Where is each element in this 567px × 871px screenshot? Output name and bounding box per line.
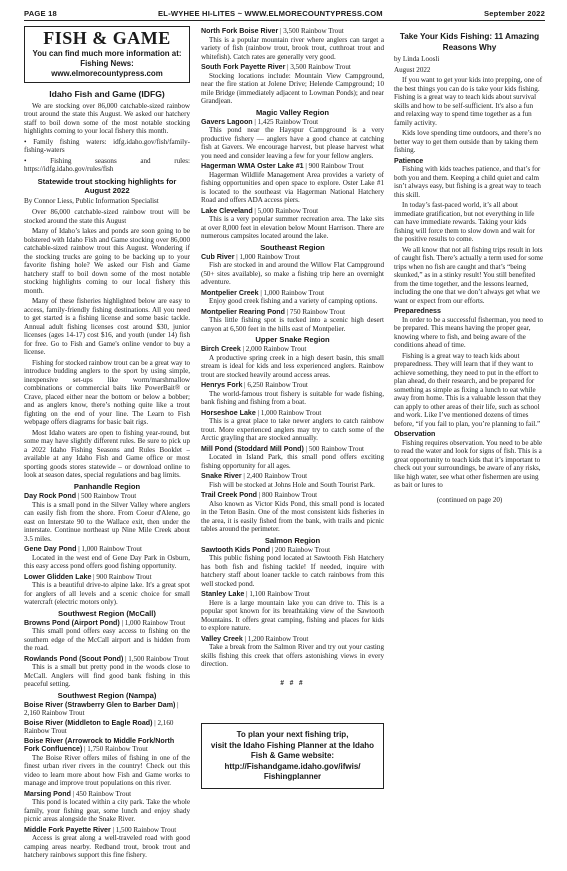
panhandle-heading: Panhandle Region [73,481,141,491]
location-name: Montpelier Creek [201,288,259,297]
kids-para: We all know that not all fishing trips result in lots of caught fish. There’s actually a term used for some trips when no fish are caught and that’s “being skunked,” as in a stinky result! You still benefited from the time together, and the lessons learned, including the one that we don’t always get what we want or expect from our efforts. [394,245,544,305]
location-entry [24,826,190,835]
location-desc: This public fishing pond located at Sawtooth Fish Hatchery has both fish and fishing tackle! If needed, inquire with hatchery staff about loaner tackle to catch rainbows from this well stocked pond. [201,554,384,588]
location-desc: Take a break from the Salmon River and try out your casting skills fishing this creek that offers astonishing views in every direction. [201,643,384,669]
location-desc: The Boise River offers miles of fishing in one of the finest urban river rivers in the country! Check out this video to learn more about how Fish and Game works to manage and improve trout populations on this river. [24,753,190,788]
location-entry [201,472,384,481]
location-entry [24,545,190,554]
location-name: Marsing Pond [24,789,71,798]
page-number: PAGE 18 [24,9,57,19]
location-entry [201,27,384,36]
salmon-heading: Salmon Region [264,535,321,545]
location-entry [201,491,384,500]
article-intro: Over 86,000 catchable-sized rainbow trout will be stocked around the state this August [24,208,190,225]
location-desc: Stocking locations include: Mountain View Campground, near the fire station at Jolene Drive; Helende Campground; 10 mile Bridge (immediately adjacent to Lowman Ponds); and near Grandjean. [201,71,384,105]
location-entry [24,655,190,664]
banner-line-1: You can find much more information at: [32,48,182,58]
location-entry [24,719,190,736]
location-entry [24,701,190,718]
location-name: Gavers Lagoon [201,117,253,126]
location-desc: Access is great along a well-traveled road with good camping areas nearby. Redband trout, brook trout and hatchery rainbows support this fine fishery. [24,834,190,860]
column-3 [394,26,545,871]
southeast-list [201,253,384,334]
location-stock: | 2,000 Rainbow Trout [240,345,307,354]
kids-date: August 2022 [394,65,431,74]
location-name: Browns Pond (Airport Pond) [24,618,120,627]
article-para: Many of Idaho’s lakes and ponds are soon going to be bolstered with Idaho Fish and Game stocking over 86,000 catchable-sized rainbow trout this August. Wondering if the stocking trucks are going to be backing up to your favorite fishing hole? We asked our Fish and Game hatchery staff to boil down some of the most notable stocking highlights coming to our local fishery this month. [24,227,190,295]
kids-para: Fishing requires observation. You need to be able to read the water and look for signs of fish. This is a great opportunity to teach kids that it’s important to check out your surroundings, be aware of any risks, like high water, see what other fishermen are using as bait or lures to [394,438,543,490]
section-heading-observation: Observation [394,430,436,439]
location-desc: Located in the west end of Gene Day Park in Osburn, this easy access pond offers good fishing opportunity. [24,553,190,571]
location-name: Stanley Lake [201,590,245,599]
article-para: Fishing for stocked rainbow trout can be a great way to introduce budding anglers to the sport by using simple, inexpensive set-ups like worm/marshmallow combinations or commercial baits like PowerBait® or Crave, placed either near the bottom or below a bobber; and as anglers know, there’s nothing quite like a trout fighting on the end of your line. The Learn to Fish webpage offers diagrams for basic bait rigs. [24,358,190,427]
location-desc: This is a beautiful drive-to alpine lake. It's a great spot for anglers of all levels and a scenic choice for small watercraft (electric motors only). [24,581,190,607]
continued-note: (continued on page 20) [436,495,503,504]
location-entry [201,162,384,171]
location-stock: | 2,400 Rainbow Trout [241,472,308,481]
location-name: North Fork Boise River [201,27,279,35]
location-stock: | 1,750 Rainbow Trout [82,745,148,754]
location-entry [201,546,384,555]
location-stock: | 2,160 Rainbow Trout [24,718,174,736]
idfg-link-family[interactable]: • Family fishing waters: idfg.idaho.gov/fish/family-fishing-waters [24,137,190,155]
location-entry [201,118,384,127]
location-name: Birch Creek [201,345,241,354]
article-para: Many of these fisheries highlighted below are easy to access, family-friendly fishing destinations. All you need to get started is a fishing license and some basic tackle. Annual adult fishing licenses cost around $30, junior licenses (ages 14-17) cost $16, and youth (under 14) fish for free. Go to Fish and Game's online vendor to buy a license. [24,297,190,357]
location-stock: | 1,000 Rainbow Trout [258,288,325,297]
location-name: South Fork Payette River [201,63,286,71]
issue-date: September 2022 [483,9,545,19]
salmon-list [201,546,384,669]
uppersnake-list [201,345,384,534]
location-stock: | 1,500 Rainbow Trout [123,654,189,663]
location-stock: | 900 Rainbow Trout [303,162,364,171]
location-name: Hagerman WMA Oster Lake #1 [201,162,304,171]
location-desc: This is a great place to take newer anglers to catch rainbow trout. More experienced anglers may try to catch some of the Arctic grayling that are stocked annually. [201,417,384,443]
location-name: Boise River (Middleton to Eagle Road) [24,718,153,727]
location-stock: | 3,500 Rainbow Trout [278,27,344,35]
end-mark: # # # [280,678,305,687]
location-entry [24,737,190,754]
location-entry [201,345,384,354]
location-entry [24,790,190,799]
location-entry [201,590,384,599]
article-byline: By Connor Liess, Public Information Specialist [24,196,159,205]
location-desc: The world-famous trout fishery is suitable for wade fishing, bank fishing and fishing from a boat. [201,389,384,407]
mccall-heading: Southwest Region (McCall) [58,608,156,618]
location-entry [201,445,384,454]
cta-url[interactable]: http://Fishandgame.idaho.gov/ifwis/ [224,761,361,771]
nampa-list-a [24,701,190,860]
publication-site: EL-WYHEE HI-LITES ~ WWW.ELMORECOUNTYPRESS.COM [158,9,383,19]
column-2 [201,26,384,871]
location-stock: | 750 Rainbow Trout [284,307,346,316]
location-stock: | 1,000 Rainbow Trout [234,252,300,261]
location-desc: This little fishing spot is tucked into a scenic high desert canyon at 6,500 feet in the hills east of Montpelier. [201,316,384,333]
location-desc: Enjoy good creek fishing and a variety of camping options. [209,297,378,306]
section-heading-preparedness: Preparedness [394,307,441,316]
location-desc: Fish will be stocked at Johns Hole and South Tourist Park. [209,480,375,489]
location-stock: | 5,000 Rainbow Trout [252,206,319,215]
location-entry [201,308,384,317]
newspaper-page [24,8,545,863]
location-stock: | 1,500 Rainbow Trout [110,825,177,834]
kids-byline: by Linda Loosli [394,55,440,64]
cta-url-tail[interactable]: Fishingplanner [263,772,322,781]
location-stock: | 500 Rainbow Trout [76,492,137,501]
idfg-link-rules[interactable]: • Fishing seasons and rules: https://idfg.idaho.gov/rules/fish [24,156,190,174]
location-desc: This is a popular mountain river where anglers can target a variety of fish (rainbow trout, brook trout, cutthroat trout and whitefish). Catch rates are generally very good. [201,35,384,61]
southeast-heading: Southeast Region [260,242,325,252]
location-entry [24,573,190,582]
location-name: Horseshoe Lake [201,408,256,417]
location-stock: | 3,500 Rainbow Trout [285,63,351,71]
location-name: Lower Glidden Lake [24,572,92,581]
page-header [24,8,545,21]
magic-heading: Magic Valley Region [255,107,329,117]
location-name: Cub River [201,252,235,261]
location-stock: | 1,000 Rainbow Trout [119,618,186,627]
location-desc: This pond near the Hayspur Campground is a very productive fishery — anglers have a good chance at catching fish at Gavers. We encourage harvest, but please harvest what you need and consider leaving a few for your fellow anglers. [201,126,384,160]
location-stock: | 1,200 Rainbow Trout [242,634,309,643]
location-name: Mill Pond (Stoddard Mill Pond) [201,444,304,453]
location-entry [24,492,190,501]
kids-article-title: Take Your Kids Fishing: 11 Amazing Reasons Why [399,32,540,52]
location-desc: This pond is located within a city park. Take the whole family, your fishing gear, some lunch and enjoy shady picnic areas alongside the Snake River. [24,798,190,824]
location-name: Middle Fork Payette River [24,825,111,834]
location-stock: | 1,000 Rainbow Trout [76,545,142,554]
nampa-list-b [201,27,384,106]
location-entry [201,289,384,298]
location-entry [201,253,384,262]
magic-list [201,118,384,241]
location-desc: Fish are stocked in and around the Willow Flat Campground (50+ sites available), so make a fishing trip here an overnight adventure. [201,261,384,287]
location-name: Boise River (Strawberry Glen to Barber Dam) [24,700,176,709]
location-name: Henrys Fork [201,381,243,390]
location-entry [201,409,384,418]
location-desc: Hagerman Wildlife Management Area provides a variety of fishing opportunities and open space to explore. Oster Lake #1 is located to the southeast via Hagerman National Hatchery Road and offers ADA access piers. [201,170,384,205]
kids-para: In order to be a successful fisherman, you need to be prepared. This means having the proper gear, knowing where to fish, and being aware of the conditions ahead of time. [394,315,544,350]
kids-intro: If you want to get your kids into prepping, one of the best things you can do is take your kids fishing. Fishing is a great way to teach kids about survival skills and how to be self-sufficient. It's also a fun and relaxing way to spend time together as a fun family activity. [394,76,543,127]
location-stock: | 500 Rainbow Trout [303,444,365,453]
panhandle-list [24,492,190,607]
article-heading: Statewide trout stocking highlights for August 2022 [37,176,177,195]
location-desc: Located in Island Park, this small pond offers exciting fishing opportunity for all ages. [201,453,384,470]
location-stock: | 1,425 Rainbow Trout [252,117,319,126]
location-name: Boise River (Arrowrock to Middle Fork/North Fork Confluence) [24,736,175,754]
location-desc: Here is a large mountain lake you can drive to. This is a popular spot known for its breathtaking view of the Sawtooth Mountains. It offers great camping, fishing and places for kids to explore nature. [201,598,384,633]
location-stock: | 900 Rainbow Trout [91,572,152,581]
location-name: Day Rock Pond [24,492,77,501]
location-name: Snake River [201,472,242,481]
location-stock: | 6,250 Rainbow Trout [242,381,308,390]
location-stock: | 2,160 Rainbow Trout [24,700,179,718]
location-stock: | 1,000 Rainbow Trout [255,408,322,417]
location-desc: This is a small but pretty pond in the woods close to McCall. Anglers will find good bank fishing in this peaceful setting. [24,663,190,689]
location-desc: This is a small pond in the Silver Valley where anglers can easily fish from the shore. From Coeur d'Alene, go east on Interstate 90 to the Wallace exit, then under the interstate. Continue northeast up Nine Mile Creek about 3.5 miles. [24,500,190,543]
location-desc: Also known as Victor Kids Pond, this small pond is located in the Teton Basin. One of the most consistent kids fisheries in the area, it is easily fished from the bank, with trails and picnic tables around the perimeter. [201,499,384,534]
nampa-heading: Southwest Region (Nampa) [57,690,157,700]
section-heading-patience: Patience [394,156,424,165]
mccall-list [24,619,190,689]
cta-line-1: To plan your next fishing trip, [236,730,349,740]
idfg-para: We are stocking over 86,000 catchable-sized rainbow trout around the state this August. We asked our hatchery staff to boil down some of the most notable stocking highlights coming to your local fishery this month. [24,101,190,136]
column-1 [24,26,190,871]
idfg-heading: Idaho Fish and Game (IDFG) [49,89,165,100]
kids-para: Fishing is a great way to teach kids about preparedness. They will learn that if they want to achieve something, they need to put in the effort to plan ahead, do their research, and be prepared for something as simple as fixing a lunch to eat while away from home. This is a valuable lesson that they can apply to other areas of their life, such as school and work. Like I’ve mentioned dozens of times before, “if you fail to plan, you’re planning to fail.” [394,351,542,428]
banner-title: FISH & GAME [43,28,171,48]
location-entry [201,63,384,72]
location-desc: A productive spring creek in a high desert basin, this small stream is ideal for kids and less experienced anglers. Rainbow trout are stocked heavily around access areas. [201,353,384,379]
location-name: Rowlands Pond (Scout Pond) [24,654,124,663]
location-name: Sawtooth Kids Pond [201,545,270,554]
location-entry [201,635,384,644]
banner-line-2: Fishing News: www.elmorecountypress.com [51,58,163,78]
location-entry [201,207,384,216]
location-name: Trail Creek Pond [201,491,257,500]
cta-line-2: visit the Idaho Fishing Planner at the Idaho Fish & Game website: [210,740,375,761]
location-name: Valley Creek [201,634,243,643]
location-desc: This small pond offers easy access to fishing on the southern edge of the McCall airport and is hidden from the road. [24,627,190,653]
kids-para: Fishing with kids teaches patience, and that’s for both you and them. Keeping a child quiet and calm isn’t always easy, but fishing is a great way to teach this skill. [394,165,541,199]
kids-para: In today’s fast-paced world, it’s all about immediate gratification, but not everything in life can have immediate rewards. Taking your kids fishing will force them to slow down and wait for the positive results to come. [394,201,535,244]
uppersnake-heading: Upper Snake Region [255,335,330,345]
kids-intro: Kids love spending time outdoors, and there’s no better way to get them outside than by taking them fishing. [394,129,542,155]
location-stock: | 1,100 Rainbow Trout [244,590,310,599]
location-stock: | 450 Rainbow Trout [70,789,132,798]
location-stock: | 800 Rainbow Trout [256,491,318,500]
location-desc: This is a very popular summer recreation area. The lake sits at over 8,000 feet in elevation below Mount Harrison. There are numerous campsites located around the lake. [201,215,384,241]
location-name: Gene Day Pond [24,545,77,554]
article-para: Most Idaho waters are open to fishing year-round, but some may have slightly different rules. Be sure to pick up a 2022 Idaho Fishing Seasons and Rules Booklet – available at any Idaho Fish and Game office or most sporting goods stores statewide – or download online to look at season dates, special regulations and bag limits. [24,428,190,480]
location-stock: | 200 Rainbow Trout [269,545,331,554]
location-entry [201,381,384,390]
location-entry [24,619,190,628]
fishing-planner-box [201,723,384,789]
location-name: Lake Cleveland [201,206,253,215]
location-name: Montpelier Rearing Pond [201,307,285,316]
fish-game-banner [24,26,190,83]
